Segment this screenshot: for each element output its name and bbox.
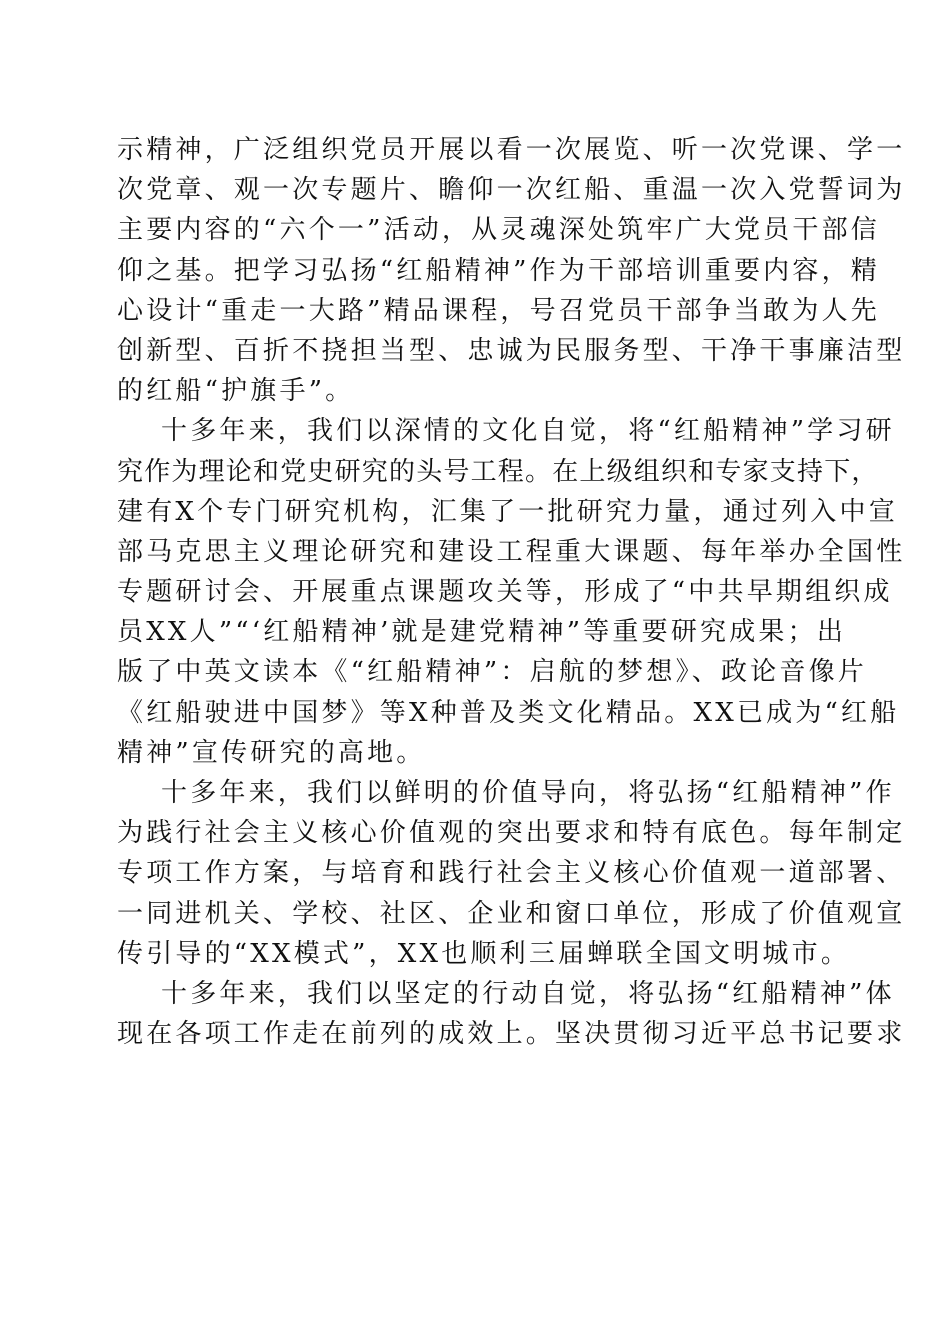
- text-line: 为践行社会主义核心价值观的突出要求和特有底色。每年制定: [117, 818, 906, 849]
- text-line: 的红船“护旗手”。: [117, 376, 355, 407]
- text-line: 心设计“重走一大路”精品课程，号召党员干部争当敢为人先: [117, 295, 880, 326]
- text-line: 次党章、观一次专题片、瞻仰一次红船、重温一次入党誓词为: [117, 175, 906, 206]
- text-line: 十多年来，我们以坚定的行动自觉，将弘扬“红船精神”体: [161, 978, 895, 1009]
- text-line: 部马克思主义理论研究和建设工程重大课题、每年举办全国性: [117, 536, 906, 567]
- text-line: 现在各项工作走在前列的成效上。坚决贯彻习近平总书记要求: [117, 1019, 906, 1050]
- paragraph: [117, 130, 906, 411]
- paragraph: [117, 773, 906, 974]
- text-line: 传引导的“XX模式”，XX也顺利三届蝉联全国文明城市。: [117, 938, 851, 969]
- text-line: 十多年来，我们以深情的文化自觉，将“红船精神”学习研: [161, 416, 895, 447]
- text-line: 一同进机关、学校、社区、企业和窗口单位，形成了价值观宣: [117, 898, 906, 929]
- document-page: [117, 130, 906, 1054]
- text-line: 创新型、百折不挠担当型、忠诚为民服务型、干净干事廉洁型: [117, 335, 906, 366]
- paragraph: [117, 974, 906, 1054]
- text-line: 版了中英文读本《“红船精神”：启航的梦想》、政论音像片: [117, 657, 867, 688]
- text-line: 专题研讨会、开展重点课题攻关等，形成了“中共早期组织成: [117, 577, 893, 608]
- text-line: 精神”宣传研究的高地。: [117, 737, 426, 768]
- text-line: 究作为理论和党史研究的头号工程。在上级组织和专家支持下，: [117, 456, 879, 487]
- text-line: 员XX人”“‘红船精神’就是建党精神”等重要研究成果；出: [117, 617, 847, 648]
- text-line: 建有X个专门研究机构，汇集了一批研究力量，通过列入中宣: [117, 496, 898, 527]
- text-line: 示精神，广泛组织党员开展以看一次展览、听一次党课、学一: [117, 135, 906, 165]
- text-line: 《红船驶进中国梦》等X种普及类文化精品。XX已成为“红船: [117, 697, 900, 728]
- paragraph: [117, 411, 906, 773]
- text-line: 主要内容的“六个一”活动，从灵魂深处筑牢广大党员干部信: [117, 215, 880, 246]
- text-line: 十多年来，我们以鲜明的价值导向，将弘扬“红船精神”作: [161, 778, 895, 808]
- text-line: 仰之基。把学习弘扬“红船精神”作为干部培训重要内容，精: [117, 255, 880, 286]
- text-line: 专项工作方案，与培育和践行社会主义核心价值观一道部署、: [117, 858, 906, 889]
